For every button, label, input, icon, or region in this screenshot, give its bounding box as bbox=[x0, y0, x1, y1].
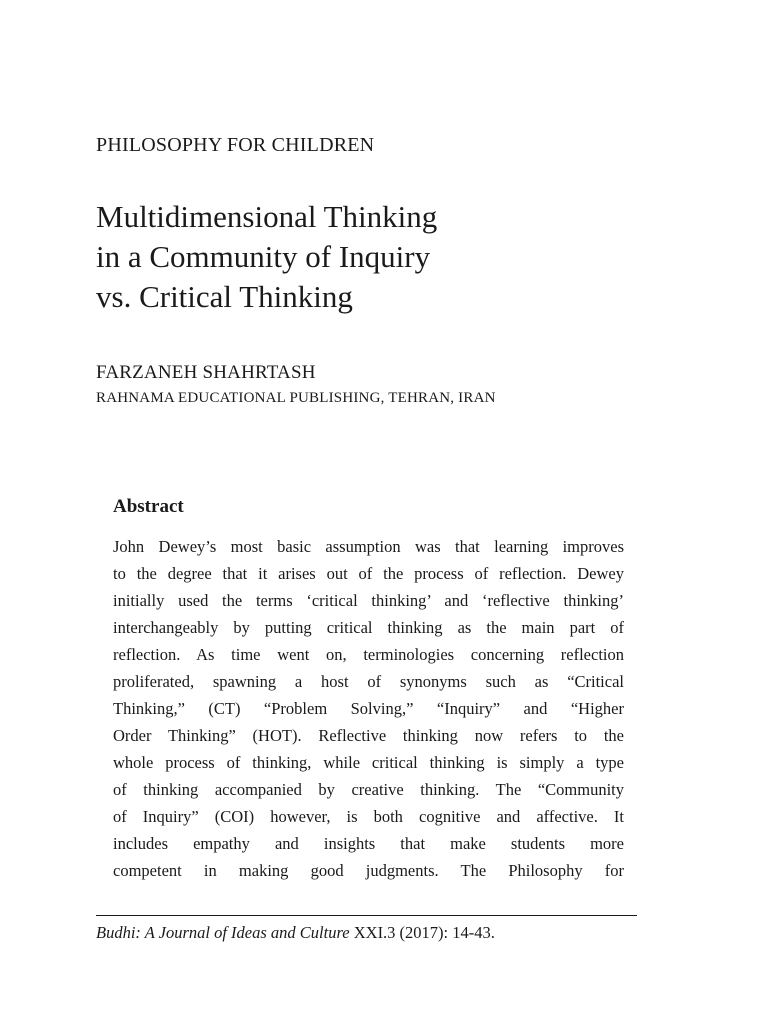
abstract-body bbox=[113, 533, 624, 884]
footer-divider bbox=[96, 915, 637, 916]
abstract-line: John Dewey’s most basic assumption was that learning improves bbox=[113, 537, 624, 556]
abstract-line: of Inquiry” (COI) however, is both cognitive and affective. It bbox=[113, 807, 624, 826]
journal-citation bbox=[96, 922, 495, 944]
abstract-line: initially used the terms ‘critical thinking’ and ‘reflective thinking’ bbox=[113, 591, 624, 610]
title-line: vs. Critical Thinking bbox=[96, 279, 353, 314]
abstract-line: reflection. As time went on, terminologies concerning reflection bbox=[113, 645, 624, 664]
author-name: FARZANEH SHAHRTASH bbox=[96, 362, 316, 383]
abstract-heading: Abstract bbox=[113, 496, 184, 517]
author-affiliation: RAHNAMA EDUCATIONAL PUBLISHING, TEHRAN, IRAN bbox=[96, 390, 496, 406]
journal-name: Budhi: A Journal of Ideas and Culture bbox=[96, 923, 350, 942]
title-line: Multidimensional Thinking bbox=[96, 199, 438, 234]
abstract-line: whole process of thinking, while critical thinking is simply a type bbox=[113, 753, 624, 772]
abstract-line: of thinking accompanied by creative thinking. The “Community bbox=[113, 780, 624, 799]
journal-issue-pages: XXI.3 (2017): 14-43. bbox=[349, 923, 495, 942]
abstract-line: interchangeably by putting critical thinking as the main part of bbox=[113, 618, 624, 637]
abstract-line: Thinking,” (CT) “Problem Solving,” “Inquiry” and “Higher bbox=[113, 699, 624, 718]
section-label: PHILOSOPHY FOR CHILDREN bbox=[96, 134, 375, 156]
abstract-line: includes empathy and insights that make students more bbox=[113, 834, 624, 853]
title-line: in a Community of Inquiry bbox=[96, 239, 431, 274]
abstract-line: proliferated, spawning a host of synonyms such as “Critical bbox=[113, 672, 624, 691]
article-title bbox=[96, 197, 656, 317]
abstract-line: Order Thinking” (HOT). Reflective thinking now refers to the bbox=[113, 726, 624, 745]
abstract-line: competent in making good judgments. The Philosophy for bbox=[113, 861, 624, 880]
abstract-line: to the degree that it arises out of the process of reflection. Dewey bbox=[113, 564, 624, 583]
